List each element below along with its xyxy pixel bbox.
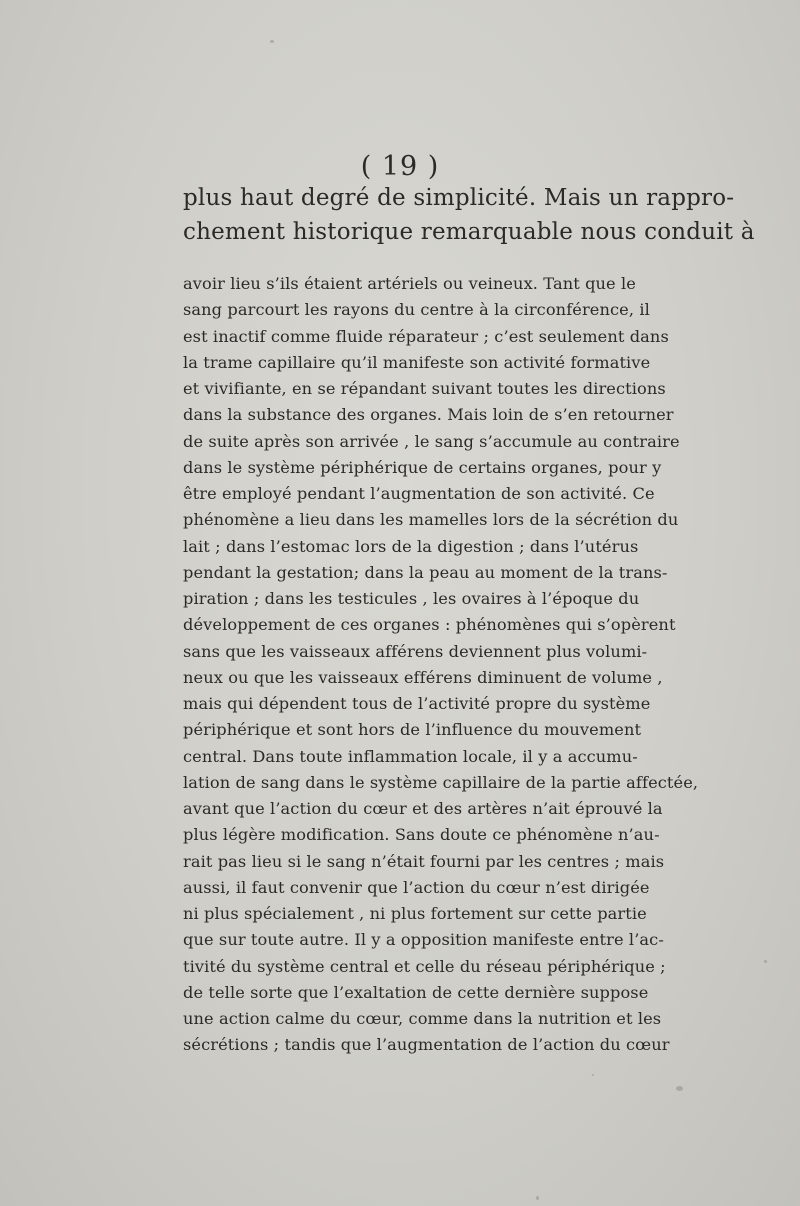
- paper-speck: [764, 960, 767, 963]
- body-line: aussi, il faut convenir que l’action du cœur n’est dirigée: [183, 877, 650, 897]
- paper-speck: [592, 1074, 594, 1076]
- paper-speck: [270, 40, 274, 43]
- body-line: périphérique et sont hors de l’influence du mouvement: [183, 720, 642, 740]
- body-line: neux ou que les vaisseaux efférens diminuent de volume ,: [183, 667, 663, 687]
- body-line: central. Dans toute inflammation locale, il y a accumu-: [183, 746, 638, 766]
- body-line: mais qui dépendent tous de l’activité propre du système: [183, 694, 651, 713]
- body-line: une action calme du cœur, comme dans la nutrition et les: [183, 1009, 662, 1028]
- body-line: rait pas lieu si le sang n’était fourni par les centres ; mais: [183, 851, 665, 871]
- heading-line: chement historique remarquable nous conduit à: [183, 218, 755, 245]
- body-line: est inactif comme fluide réparateur ; c’est seulement dans: [183, 326, 669, 346]
- body-line: que sur toute autre. Il y a opposition manifeste entre l’ac-: [183, 930, 664, 950]
- paper-speck: [536, 1196, 539, 1200]
- body-line: être employé pendant l’augmentation de son activité. Ce: [183, 484, 655, 503]
- body-line: lait ; dans l’estomac lors de la digestion ; dans l’utérus: [183, 536, 639, 556]
- body-line: avant que l’action du cœur et des artères n’ait éprouvé la: [183, 799, 663, 818]
- body-text: [183, 271, 699, 1059]
- paper-speck: [676, 1086, 683, 1091]
- page-number: ( 19 ): [360, 151, 440, 182]
- body-line: lation de sang dans le système capillaire de la partie affectée,: [183, 772, 699, 792]
- body-line: tivité du système central et celle du réseau périphérique ;: [183, 956, 666, 976]
- body-line: la trame capillaire qu’il manifeste son activité formative: [183, 352, 651, 372]
- body-line: plus légère modification. Sans doute ce phénomène n’au-: [183, 825, 660, 845]
- body-line: de telle sorte que l’exaltation de cette dernière suppose: [183, 982, 649, 1002]
- body-line: sang parcourt les rayons du centre à la circonférence, il: [183, 300, 650, 320]
- body-line: dans le système périphérique de certains organes, pour y: [183, 457, 662, 477]
- body-line: phénomène a lieu dans les mamelles lors de la sécrétion du: [183, 510, 679, 530]
- body-line: développement de ces organes : phénomènes qui s’opèrent: [183, 615, 676, 635]
- body-line: de suite après son arrivée , le sang s’accumule au contraire: [183, 431, 680, 451]
- heading-fragment: [183, 182, 755, 249]
- body-line: pendant la gestation; dans la peau au moment de la trans-: [183, 562, 668, 582]
- body-line: et vivifiante, en se répandant suivant toutes les directions: [183, 379, 666, 398]
- body-line: avoir lieu s’ils étaient artériels ou veineux. Tant que le: [183, 274, 636, 293]
- body-line: dans la substance des organes. Mais loin de s’en retourner: [183, 405, 674, 425]
- heading-line: plus haut degré de simplicité. Mais un rappro-: [183, 185, 735, 211]
- body-line: sans que les vaisseaux afférens deviennent plus volumi-: [183, 641, 648, 661]
- body-line: ni plus spécialement , ni plus fortement sur cette partie: [183, 904, 647, 923]
- body-line: sécrétions ; tandis que l’augmentation de l’action du cœur: [183, 1035, 670, 1055]
- body-line: piration ; dans les testicules , les ovaires à l’époque du: [183, 589, 640, 608]
